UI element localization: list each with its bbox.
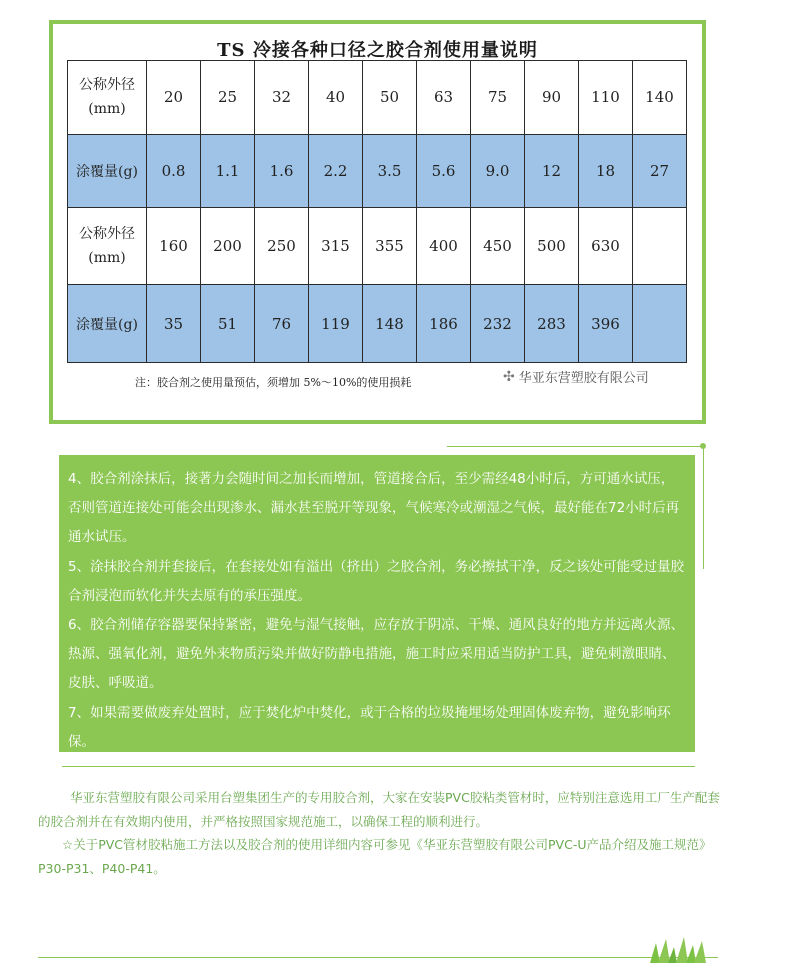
table-cell: 1.1 — [201, 134, 255, 208]
table-cell: 119 — [309, 285, 363, 363]
row-label-amount: 涂覆量(g) — [68, 285, 147, 363]
table-cell: 1.6 — [255, 134, 309, 208]
table-cell — [633, 208, 687, 285]
table-cell: 18 — [579, 134, 633, 208]
table-cell: 0.8 — [147, 134, 201, 208]
instruction-paragraph-6: 6、胶合剂储存容器要保持紧密，避免与湿气接触，应存放于阴凉、干燥、通风良好的地方并远离火源、热源、强氧化剂，避免外来物质污染并做好防静电措施，施工时应采用适当防护工具，避免刺激眼睛、皮肤、呼吸道。 — [68, 617, 685, 692]
table-cell: 400 — [417, 208, 471, 285]
table-cell: 2.2 — [309, 134, 363, 208]
table-row — [68, 61, 687, 135]
table-cell: 232 — [471, 285, 525, 363]
table-cell: 32 — [255, 61, 309, 135]
table-row — [68, 285, 687, 363]
footer-paragraph-1: 华亚东营塑胶有限公司采用台塑集团生产的专用胶合剂，大家在安装PVC胶粘类管材时，应特别注意选用工厂生产配套的胶合剂并在有效期内使用，并严格按照国家规范施工，以确保工程的顺利进行。 — [38, 790, 720, 829]
watermark-logo-icon: ✣ — [503, 368, 515, 385]
row-label-line2: (mm) — [88, 250, 126, 267]
divider-vertical-line — [703, 449, 704, 569]
table-cell: 450 — [471, 208, 525, 285]
grass-decoration-icon — [646, 937, 712, 963]
instruction-paragraph-5: 5、涂抹胶合剂并套接后，在套接处如有溢出（挤出）之胶合剂，务必擦拭干净，反之该处可能受过量胶合剂浸泡而软化并失去原有的承压强度。 — [68, 558, 685, 604]
table-cell: 63 — [417, 61, 471, 135]
table-row — [68, 208, 687, 285]
company-watermark — [503, 367, 649, 386]
table-cell: 630 — [579, 208, 633, 285]
table-cell: 12 — [525, 134, 579, 208]
divider-line-bottom — [38, 957, 718, 958]
row-label-diameter — [68, 208, 147, 285]
table-cell: 9.0 — [471, 134, 525, 208]
table-cell: 315 — [309, 208, 363, 285]
table-cell: 25 — [201, 61, 255, 135]
table-cell: 396 — [579, 285, 633, 363]
row-label-line1: 公称外径 — [79, 226, 135, 243]
table-row — [68, 134, 687, 208]
instructions-block — [59, 455, 695, 752]
table-cell: 50 — [363, 61, 417, 135]
table-cell: 40 — [309, 61, 363, 135]
table-cell: 5.6 — [417, 134, 471, 208]
divider-line-middle — [62, 766, 695, 767]
adhesive-usage-table — [67, 60, 687, 363]
table-cell: 20 — [147, 61, 201, 135]
footer-paragraph-2: ☆关于PVC管材胶粘施工方法以及胶合剂的使用详细内容可参见《华亚东营塑胶有限公司PVC-U产品介绍及施工规范》P30-P31、P40-P41。 — [38, 837, 712, 876]
table-cell: 500 — [525, 208, 579, 285]
divider-line-top — [447, 446, 703, 447]
table-cell: 283 — [525, 285, 579, 363]
table-cell: 250 — [255, 208, 309, 285]
table-cell: 90 — [525, 61, 579, 135]
table-cell: 148 — [363, 285, 417, 363]
table-title: TS 冷接各种口径之胶合剂使用量说明 — [217, 40, 538, 61]
usage-note: 注：胶合剂之使用量预估，须增加 5%～10%的使用损耗 — [135, 376, 412, 389]
table-cell: 355 — [363, 208, 417, 285]
table-cell: 3.5 — [363, 134, 417, 208]
table-cell — [633, 285, 687, 363]
instruction-paragraph-4: 4、胶合剂涂抹后，接著力会随时间之加长而增加，管道接合后，至少需经48小时后，方可通水试压，否则管道连接处可能会出现渗水、漏水甚至脱开等现象，气候寒冷或潮湿之气候，最好能在72小时后再通水试压。 — [68, 471, 680, 546]
table-cell: 140 — [633, 61, 687, 135]
row-label-diameter — [68, 61, 147, 135]
table-cell: 110 — [579, 61, 633, 135]
watermark-text: 华亚东营塑胶有限公司 — [518, 371, 649, 386]
table-cell: 27 — [633, 134, 687, 208]
row-label-line2: (mm) — [88, 101, 126, 118]
table-cell: 160 — [147, 208, 201, 285]
table-cell: 75 — [471, 61, 525, 135]
table-cell: 51 — [201, 285, 255, 363]
row-label-amount: 涂覆量(g) — [68, 134, 147, 208]
table-cell: 186 — [417, 285, 471, 363]
table-cell: 200 — [201, 208, 255, 285]
table-cell: 35 — [147, 285, 201, 363]
row-label-line1: 公称外径 — [79, 77, 135, 94]
instruction-paragraph-7: 7、如果需要做废弃处置时，应于焚化炉中焚化，或于合格的垃圾掩埋场处理固体废弃物，避免影响环保。 — [68, 704, 671, 750]
adhesive-usage-table-image — [49, 20, 706, 424]
table-cell: 76 — [255, 285, 309, 363]
footer-text — [38, 786, 720, 880]
